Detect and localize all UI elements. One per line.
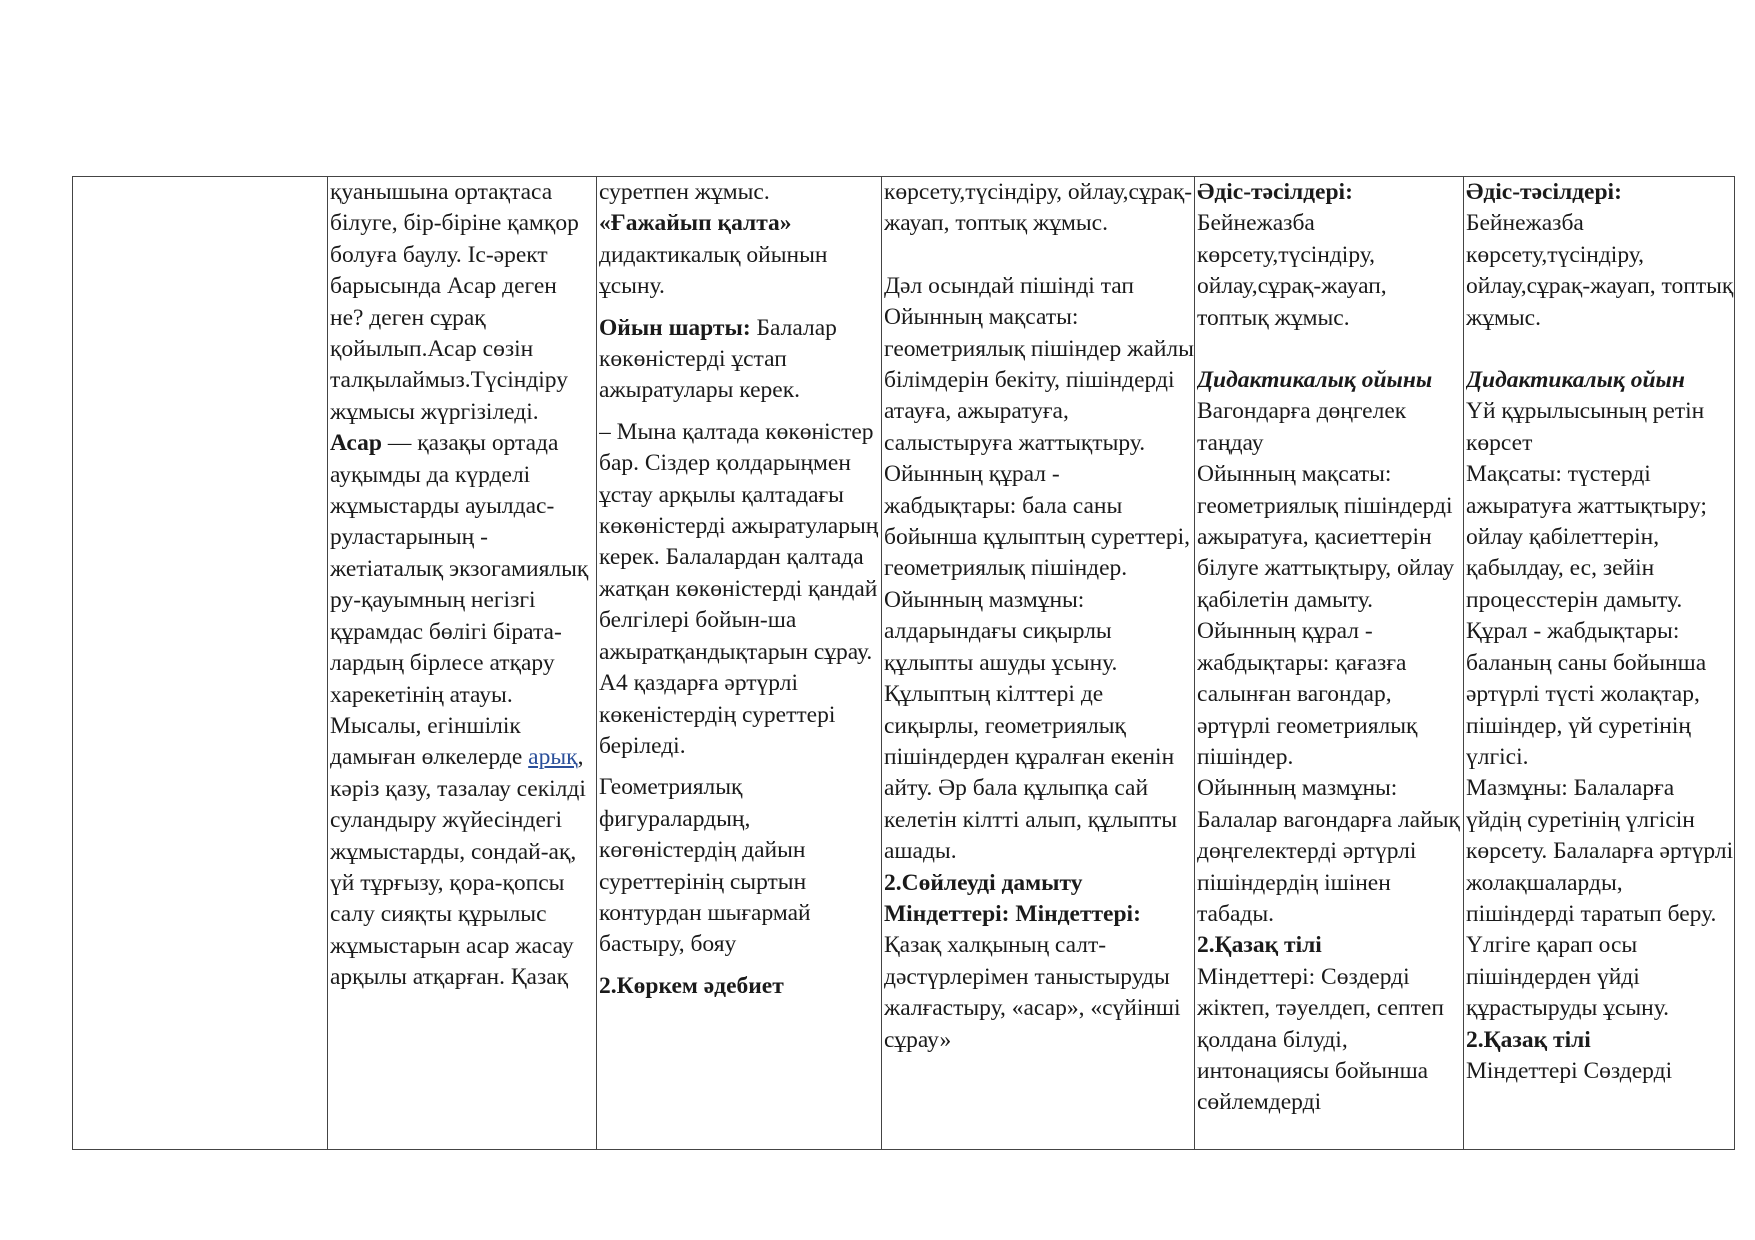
aryk-link[interactable]: арық (528, 744, 578, 771)
wagon-game-goal: Ойынның мақсаты: геометриялық пішіндерді ажыратуға, қасиеттерін білуге жаттықтыру, ойлау қабілетін дамыту. (1197, 461, 1455, 613)
magic-bag-intro (599, 208, 881, 302)
house-game-title: Үй құрылысының ретін көрсет (1466, 398, 1705, 456)
table-row (73, 177, 1735, 1150)
empty-cell (73, 177, 328, 1150)
shape-game-tools: Ойынның құрал - жабдықтары: бала саны бойынша құлыптың суреттері, геометриялық пішіндер. (884, 461, 1190, 582)
asar-intro-text: қуанышына ортақтаса білуге, бір-біріне қамқор болуға баулу. Іс-әрект барысында Асар деген не? деген сұрақ қойылып.Асар сөзін талқылаймыз.Түсіндіру жұмысы жүргізіледі. (330, 179, 579, 425)
kazakh-language-heading: 2.Қазақ тілі (1197, 932, 1322, 959)
asar-definition-tail: , кәріз қазу, тазалау секілді суландыру жүйесіндегі жұмыстарды, сондай-ақ, үй тұрғызу, қора-қопсы салу сияқты құрылыс жұмыстарын асар жасау арқылы атқарған. Қазақ (330, 744, 586, 991)
picture-work-text: суретпен жұмыс. (599, 179, 770, 205)
shape-game-content: Ойынның мазмұны: алдарындағы сиқырлы құлыпты ашуды ұсыну. Құлыптың кілттері де сиқырлы, геометриялық пішіндерден құралған екенін айту. Әр бала құлыпқа сай келетін кілтті алып, құлыпты ашады. (884, 586, 1178, 865)
cell-asar-description (328, 177, 597, 1150)
wagon-game-text: Вагондарға дөңгелек таңдау (1197, 398, 1407, 456)
cell-wagon-game (1195, 177, 1464, 1150)
wagon-game-content: Ойынның мазмұны: Балалар вагондарға лайық дөңгелектерді әртүрлі пішіндердің ішінен табады. (1197, 775, 1460, 927)
magic-bag-text: дидактикалық ойынын ұсыну. (599, 241, 828, 300)
asar-definition-text: — қазақы ортада ауқымды да күрделі жұмыстарды ауылдас-руластарының - жетіаталық экзогамиялық ру-қауымның негізгі құрамдас бөлігі біраталардың бірлесе атқару харекетінің атауы. Мысалы, егіншілік дамыған өлкелерде (330, 430, 589, 771)
methods-label: Әдіс-тәсілдері: (1466, 179, 1622, 205)
game-rules-label: Ойын шарты: (599, 314, 751, 341)
wagon-game-label: Дидактикалық ойыны (1197, 367, 1433, 394)
cell-house-game (1464, 177, 1735, 1150)
lesson-plan-table (72, 176, 1735, 1150)
coloring-task: Геометриялық фигуралардың, көгөністердің дайын суреттерінің сыртын контурдан шығармай бастыру, бояу (599, 774, 811, 958)
magic-bag-title: «Ғажайып қалта» (599, 210, 792, 237)
shape-game-title: Дәл осындай пішінді тап (884, 272, 1134, 299)
methods-continued: көрсету,түсіндіру, ойлау,сұрақ-жауап, топтық жұмыс. (884, 179, 1193, 237)
methods-label: Әдіс-тәсілдері: (1197, 179, 1353, 205)
house-game-goal: Мақсаты: түстерді ажыратуға жаттықтыру; ойлау қабілеттерін, қабылдау, ес, зейін процесстерін дамыту. (1466, 461, 1707, 613)
wagon-game-title (1197, 365, 1463, 459)
kazakh-language-heading: 2.Қазақ тілі (1466, 1026, 1591, 1053)
cell-magic-bag-game (597, 177, 882, 1150)
speech-development-heading: 2.Сөйлеуді дамыту (884, 869, 1083, 896)
house-game-tools: Құрал - жабдықтары: баланың саны бойынша әртүрлі түсті жолақтар, пішіндер, үй суретінің үлгісі. (1466, 618, 1707, 770)
speech-tasks-text: Қазақ халқының салт-дәстүрлерімен таныстыруды жалғастыру, «асар», «сүйінші сұрау» (884, 932, 1181, 1053)
wagon-game-tools: Ойынның құрал - жабдықтары: қағазға салынған вагондар, әртүрлі геометриялық пішіндер. (1197, 618, 1418, 770)
house-game-content: Мазмұны: Балаларға үйдің суретінің үлгісін көрсету. Балаларға әртүрлі жолақшаларды, пішіндерді таратып беру. Үлгіге қарап осы пішіндерден үйді құрастыруды ұсыну. (1466, 775, 1734, 1022)
shape-game-goal: Ойынның мақсаты: геометриялық пішіндер жайлы білімдерін бекіту, пішіндерді атауға, ажыратуға, салыстыруға жаттықтыру. (884, 304, 1194, 456)
methods-text: Бейнежазба көрсету,түсіндіру, ойлау,сұрақ-жауап, топтық жұмыс. (1466, 210, 1734, 331)
bag-instructions: – Мына қалтада көкөністер бар. Сіздер қолдарыңмен ұстау арқылы қалтадағы көкөністерді ажыратуларың керек. Балалардан қалтада жатқан көкөністерді қандай белгілері бойын-ша ажыратқандықтарын сұрау. А4 қаздарға әртүрлі көкеністердің суреттері беріледі. (599, 418, 879, 759)
game-rules (599, 313, 881, 407)
kazakh-language-tasks: Міндеттері: Сөздерді жіктеп, тәуелдеп, септеп қолдана білуді, интонациясы бойынша сөйлемдерді (1197, 963, 1444, 1116)
kazakh-language-tasks: Міндеттері Сөздерді (1466, 1057, 1673, 1084)
cell-shape-game (882, 177, 1195, 1150)
game-rules-text: Балалар көкөністерді ұстап ажыратулары керек. (599, 314, 837, 404)
asar-term: Асар (330, 430, 382, 457)
literature-heading: 2.Көркем әдебиет (599, 972, 784, 999)
methods-text: Бейнежазба көрсету,түсіндіру, ойлау,сұрақ-жауап, топтық жұмыс. (1197, 210, 1387, 331)
house-game-label: Дидактикалық ойын (1466, 367, 1685, 394)
tasks-heading: Міндеттері: Міндеттері: (884, 900, 1141, 927)
asar-definition (330, 428, 596, 993)
